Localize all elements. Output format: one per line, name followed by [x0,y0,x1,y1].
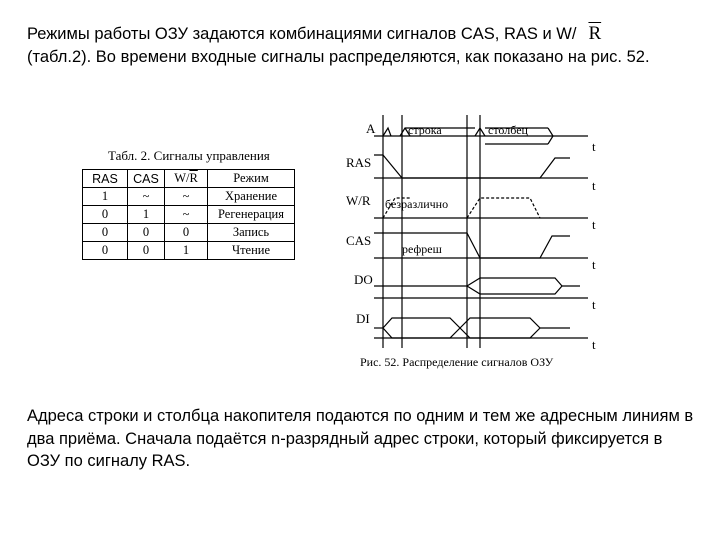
table-cell: Чтение [208,242,295,260]
table-row [83,224,295,242]
annotation-indifferent: безразлично [385,197,449,211]
annotation-row: строка [408,123,442,137]
intro-line2: (табл.2). Во времени входные сигналы распределяются, как показано на рис. 52. [27,47,650,66]
table-cell: Регенерация [208,206,295,224]
intro-paragraph [27,23,697,68]
table-cell: 0 [83,224,128,242]
r-overline-symbol: $\overline{R}$ [588,23,602,44]
label-a: A [366,121,376,136]
table-cell: ~ [165,188,208,206]
table-cell: 0 [128,224,165,242]
header-cas: CAS [128,170,165,188]
table-cell: 0 [128,242,165,260]
table-cell: Хранение [208,188,295,206]
figure-caption: Рис. 52. Распределение сигналов ОЗУ [360,355,554,369]
header-mode: Режим [208,170,295,188]
table-header-row [83,170,295,188]
header-r: $\overline{R}$ [189,171,198,185]
label-wr: W/R [346,193,371,208]
table-cell: 1 [128,206,165,224]
header-wr [165,170,208,188]
table-row [83,188,295,206]
label-cas: CAS [346,233,372,248]
signal-a [374,128,588,144]
table-row [83,242,295,260]
label-ras: RAS [346,155,372,170]
table-row [83,206,295,224]
time-label: t [592,139,596,154]
signal-do [374,278,588,298]
table-caption: Табл. 2. Сигналы управления [108,148,270,163]
label-di: DI [356,311,370,326]
timing-diagram [330,110,620,375]
intro-line1: Режимы работы ОЗУ задаются комбинациями сигналов CAS, RAS и W/ [27,25,577,43]
table-cell: 1 [83,188,128,206]
signal-di [374,318,588,338]
header-ras: RAS [83,170,128,188]
time-label: t [592,257,596,272]
header-w: W/ [174,171,190,185]
time-label: t [592,337,596,352]
time-label: t [592,178,596,193]
table-cell: Запись [208,224,295,242]
time-label: t [592,297,596,312]
table-cell: 1 [165,242,208,260]
annotation-column: столбец [488,123,528,137]
table-cell: ~ [128,188,165,206]
label-do: DO [354,272,373,287]
table-cell: 0 [83,242,128,260]
time-label: t [592,217,596,232]
table-cell: ~ [165,206,208,224]
table-cell: 0 [83,206,128,224]
control-signals-table [82,169,295,260]
outro-paragraph: Адреса строки и столбца накопителя подаются по одним и тем же адресным линиям в два приёма. Сначала подаётся n-разрядный адрес строки, который фиксируется в ОЗУ по сигналу RAS. [27,407,694,470]
table-cell: 0 [165,224,208,242]
signal-ras [374,155,588,178]
annotation-refresh: рефреш [402,242,442,256]
